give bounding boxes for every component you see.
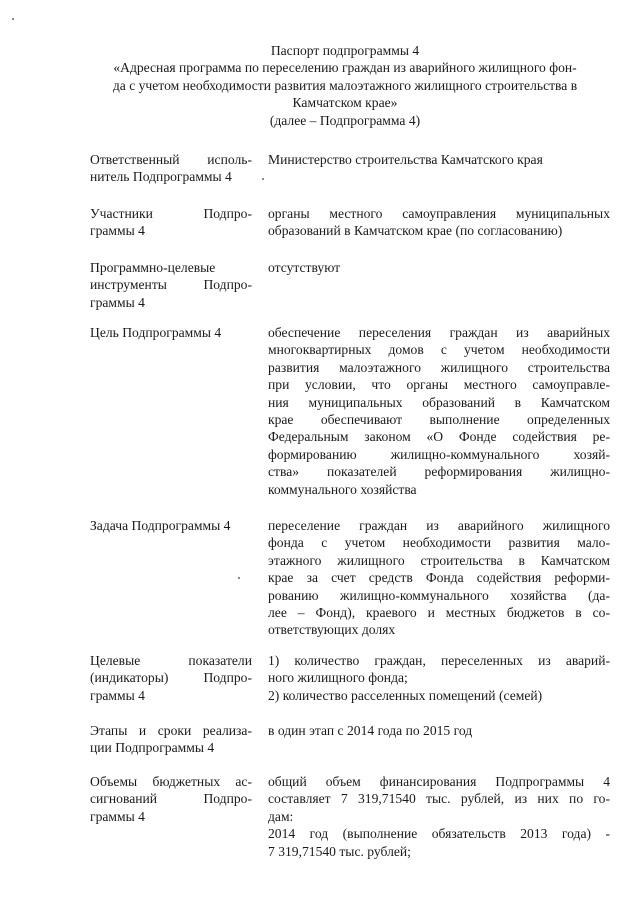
row-value xyxy=(268,517,610,639)
row-label xyxy=(90,151,252,186)
value-line: дам: xyxy=(268,808,294,824)
value-line: Министерство строительства Камчатского края xyxy=(268,152,543,167)
label-line: граммы 4 xyxy=(90,687,145,703)
value-line: фонда с учетом необходимости развития мало- xyxy=(268,535,610,551)
value-line: составляет 7 319,71540 тыс. рублей, из них по го- xyxy=(268,791,610,807)
value-line: общий объем финансирования Подпрограммы 4 xyxy=(268,774,610,789)
row-value xyxy=(268,773,610,860)
title-line: (далее – Подпрограмма 4) xyxy=(269,112,421,128)
value-line: Федеральным законом «О Фонде содействия ре- xyxy=(268,429,610,445)
label-line: граммы 4 xyxy=(90,808,145,824)
row-value xyxy=(268,151,610,168)
title-line: «Адресная программа по переселению граждан из аварийного жилищного фон- xyxy=(113,60,577,76)
scan-speck xyxy=(238,577,240,579)
scan-speck xyxy=(12,18,14,20)
value-line: обеспечение переселения граждан из аварийных xyxy=(268,325,610,340)
value-line: образований в Камчатском крае (по согласованию) xyxy=(268,223,563,239)
title-line: Камчатском крае» xyxy=(292,95,398,111)
row-label xyxy=(90,652,252,704)
value-line: в один этап с 2014 года по 2015 год xyxy=(268,723,473,738)
row-label xyxy=(90,517,252,534)
row-label xyxy=(90,773,252,825)
scan-speck xyxy=(262,178,264,180)
value-line: 2014 год (выполнение обязательств 2013 года) - xyxy=(268,826,610,842)
row-value xyxy=(268,722,610,739)
label-line: ции Подпрограммы 4 xyxy=(90,740,215,756)
title-line: Паспорт подпрограммы 4 xyxy=(270,43,420,58)
row-value xyxy=(268,324,610,498)
row-label xyxy=(90,205,252,240)
label-line: сигнований Подпро- xyxy=(90,791,252,807)
row-label xyxy=(90,324,252,341)
row-label xyxy=(90,722,252,757)
value-line: 7 319,71540 тыс. рублей; xyxy=(268,843,411,859)
row-value xyxy=(268,205,610,240)
label-line: Ответственный исполь- xyxy=(90,152,252,167)
value-line: крае обеспечивают выполнение определенных xyxy=(268,412,610,428)
row-label xyxy=(90,259,252,311)
value-line: 1) количество граждан, переселенных из аварий- xyxy=(268,653,610,668)
label-line: нитель Подпрограммы 4 xyxy=(90,169,232,185)
value-line: органы местного самоуправления муниципальных xyxy=(268,206,610,221)
passport-title xyxy=(80,42,610,129)
value-line: ответствующих долях xyxy=(268,622,396,638)
row-value xyxy=(268,259,610,276)
label-line: Этапы и сроки реализа- xyxy=(90,723,252,738)
value-line: ния муниципальных образований в Камчатском xyxy=(268,394,610,410)
label-line: Программно-целевые xyxy=(90,260,216,275)
label-line: граммы 4 xyxy=(90,223,145,239)
value-line: рованию жилищно-коммунального хозяйства (да- xyxy=(268,587,610,603)
value-line: ства» показателей реформирования жилищно- xyxy=(268,464,610,480)
label-line: граммы 4 xyxy=(90,294,145,310)
value-line: развития малоэтажного жилищного строительства xyxy=(268,359,610,375)
label-line: инструменты Подпро- xyxy=(90,277,252,293)
row-value xyxy=(268,652,610,704)
label-line: Цель Подпрограммы 4 xyxy=(90,325,222,340)
value-line: ного жилищного фонда; xyxy=(268,670,408,686)
label-line: Целевые показатели xyxy=(90,653,252,668)
value-line: лее – Фонд), краевого и местных бюджетов в со- xyxy=(268,605,610,621)
value-line: этажного жилищного строительства в Камчатском xyxy=(268,552,610,568)
value-line: отсутствуют xyxy=(268,260,341,275)
value-line: коммунального хозяйства xyxy=(268,481,417,497)
title-line: да с учетом необходимости развития малоэтажного жилищного строительства в xyxy=(112,77,578,93)
label-line: Участники Подпро- xyxy=(90,206,252,221)
label-line: Объемы бюджетных ас- xyxy=(90,774,252,789)
label-line: Задача Подпрограммы 4 xyxy=(90,518,231,533)
value-line: 2) количество расселенных помещений (семей) xyxy=(268,687,543,703)
label-line: (индикаторы) Подпро- xyxy=(90,670,252,686)
value-line: многоквартирных домов с учетом необходимости xyxy=(268,342,610,358)
value-line: переселение граждан из аварийного жилищного xyxy=(268,518,610,533)
value-line: формированию жилищно-коммунального хозяй- xyxy=(268,446,610,462)
value-line: крае за счет средств Фонда содействия реформи- xyxy=(268,570,610,586)
value-line: при условии, что органы местного самоуправле- xyxy=(268,377,610,393)
